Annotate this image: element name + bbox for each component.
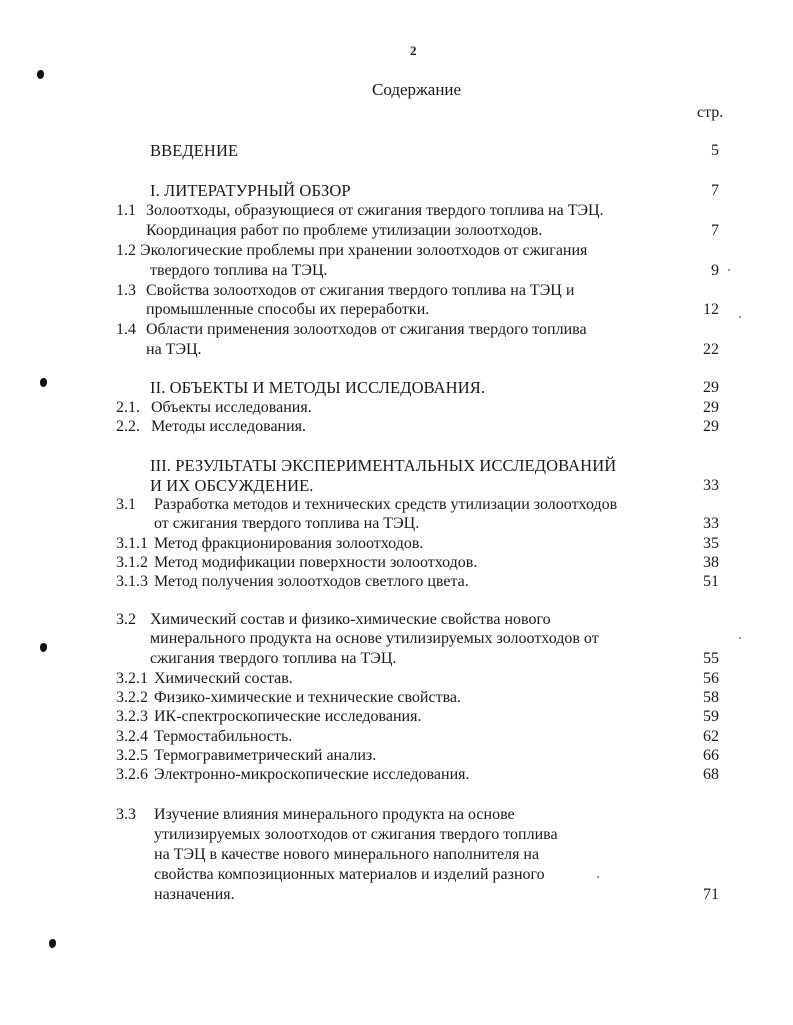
toc-entry-page: 51 — [703, 573, 719, 590]
toc-entry-text: Изучение влияния минерального продукта на основе — [154, 806, 515, 823]
toc-entry-number: 1.1 — [116, 202, 136, 219]
toc-entry-page: 56 — [703, 670, 719, 687]
toc-entry-continuation — [0, 885, 793, 905]
toc-entry-number: 3.2.2 — [116, 689, 148, 706]
toc-entry-text: сжигания твердого топлива на ТЭЦ. — [150, 650, 397, 667]
toc-entry — [0, 765, 793, 785]
toc-entry-continuation — [0, 261, 793, 281]
toc-entry-text: Золоотходы, образующиеся от сжигания твердого топлива на ТЭЦ. — [146, 202, 604, 219]
toc-section-heading — [0, 456, 793, 476]
toc-entry-page: 38 — [703, 554, 719, 571]
toc-section-heading-continuation — [0, 476, 793, 496]
toc-entry-text: И ИХ ОБСУЖДЕНИЕ. — [150, 476, 314, 495]
toc-entry-text: на ТЭЦ в качестве нового минерального наполнителя на — [154, 846, 540, 863]
toc-entry-continuation — [0, 845, 793, 865]
toc-entry — [0, 241, 793, 261]
toc-entry-text: назначения. — [154, 886, 235, 903]
toc-entry-page: 59 — [703, 708, 719, 725]
toc-section-heading — [0, 181, 793, 201]
toc-entry-text: Физико-химические и технические свойства. — [154, 689, 462, 706]
toc-entry-text: на ТЭЦ. — [146, 341, 202, 358]
toc-entry-continuation — [0, 649, 793, 669]
toc-entry-text: Электронно-микроскопические исследования. — [154, 766, 470, 783]
toc-section-heading — [0, 378, 793, 398]
toc-entry-introduction — [0, 141, 793, 161]
toc-entry-text: 1.2 Экологические проблемы при хранении золоотходов от сжигания — [116, 242, 588, 259]
toc-entry-text: Метод фракционирования золоотходов. — [154, 535, 424, 552]
toc-entry-number: 1.3 — [116, 282, 136, 299]
toc-entry-text: II. ОБЪЕКТЫ И МЕТОДЫ ИССЛЕДОВАНИЯ. — [150, 378, 486, 397]
toc-entry-page: 33 — [703, 477, 719, 494]
scan-speck — [728, 269, 730, 271]
toc-entry-text: твердого топлива на ТЭЦ. — [150, 262, 328, 279]
toc-entry-text: Области применения золоотходов от сжигания твердого топлива — [146, 321, 587, 338]
binder-hole-mark — [37, 70, 44, 79]
toc-entry-text: Координация работ по проблеме утилизации золоотходов. — [146, 222, 543, 239]
toc-entry-continuation — [0, 825, 793, 845]
toc-entry-text: Химический состав и физико-химические свойства нового — [150, 611, 551, 628]
toc-entry-number: 3.2 — [116, 611, 136, 628]
scan-speck — [597, 876, 599, 878]
toc-entry-text: I. ЛИТЕРАТУРНЫЙ ОБЗОР — [150, 181, 351, 200]
toc-entry — [0, 610, 793, 630]
toc-entry-number: 3.2.1 — [116, 670, 148, 687]
toc-entry-page: 7 — [711, 182, 719, 199]
toc-entry — [0, 727, 793, 747]
toc-entry-text: Термостабильность. — [154, 728, 293, 745]
toc-entry-text: Термогравиметрический анализ. — [154, 747, 377, 764]
toc-entry-number: 3.1.1 — [116, 535, 148, 552]
toc-entry-page: 68 — [703, 766, 719, 783]
toc-entry — [0, 398, 793, 418]
toc-entry-number: 2.1. — [116, 399, 140, 416]
toc-entry-text: промышленные способы их переработки. — [146, 301, 430, 318]
toc-entry-page: 66 — [703, 747, 719, 764]
toc-entry-number: 3.2.3 — [116, 708, 148, 725]
toc-entry-text: Объекты исследования. — [151, 399, 312, 416]
toc-entry-page: 71 — [703, 886, 719, 903]
toc-entry-text: Метод получения золоотходов светлого цвета. — [154, 573, 469, 590]
toc-entry-text: от сжигания твердого топлива на ТЭЦ. — [154, 515, 420, 532]
toc-entry-page: 29 — [703, 418, 719, 435]
toc-entry-page: 5 — [711, 142, 719, 159]
toc-entry-text: Химический состав. — [154, 670, 293, 687]
toc-entry — [0, 688, 793, 708]
toc-entry-text: ИК-спектроскопические исследования. — [154, 708, 422, 725]
toc-entry-number: 3.2.5 — [116, 747, 148, 764]
toc-entry-page: 7 — [711, 222, 719, 239]
toc-entry-continuation — [0, 340, 793, 360]
toc-entry-number: 3.3 — [116, 806, 136, 823]
toc-entry-page: 29 — [703, 379, 719, 396]
toc-entry-number: 3.2.4 — [116, 728, 148, 745]
toc-entry-text: утилизируемых золоотходов от сжигания твердого топлива — [154, 826, 558, 843]
toc-entry-page: 58 — [703, 689, 719, 706]
toc-entry-text: ВВЕДЕНИЕ — [150, 141, 239, 160]
toc-entry — [0, 553, 793, 573]
toc-entry-continuation — [0, 629, 793, 649]
toc-entry — [0, 746, 793, 766]
toc-entry — [0, 669, 793, 689]
toc-entry-number: 3.2.6 — [116, 766, 148, 783]
toc-entry-text: Разработка методов и технических средств утилизации золоотходов — [154, 496, 618, 513]
toc-entry-continuation — [0, 221, 793, 241]
toc-entry — [0, 495, 793, 515]
toc-entry-text: Методы исследования. — [151, 418, 307, 435]
toc-entry-number: 1.4 — [116, 321, 136, 338]
toc-entry-text: свойства композиционных материалов и изделий разного — [154, 866, 545, 883]
toc-entry-continuation — [0, 300, 793, 320]
toc-entry — [0, 805, 793, 825]
toc-entry-page: 29 — [703, 399, 719, 416]
page-title: Содержание — [372, 80, 462, 99]
toc-entry — [0, 707, 793, 727]
toc-entry-number: 2.2. — [116, 418, 140, 435]
toc-entry-continuation — [0, 865, 793, 885]
toc-entry-page: 62 — [703, 728, 719, 745]
toc-entry-text: Метод модификации поверхности золоотходов. — [154, 554, 478, 571]
toc-entry-page: 9 — [711, 262, 719, 279]
toc-entry-text: Свойства золоотходов от сжигания твердого топлива на ТЭЦ и — [146, 282, 575, 299]
toc-entry-page: 55 — [703, 650, 719, 667]
toc-entry-number: 3.1 — [116, 496, 136, 513]
scan-speck — [739, 316, 741, 318]
toc-entry — [0, 201, 793, 221]
toc-entry-page: 22 — [703, 341, 719, 358]
toc-entry-continuation — [0, 514, 793, 534]
page-column-header: стр. — [697, 104, 724, 121]
toc-entry-text: минерального продукта на основе утилизируемых золоотходов от — [150, 630, 599, 647]
scan-speck — [739, 637, 741, 639]
toc-entry — [0, 572, 793, 592]
toc-entry — [0, 534, 793, 554]
binder-hole-mark — [49, 939, 56, 948]
toc-entry-number: 3.1.3 — [116, 573, 148, 590]
toc-entry — [0, 281, 793, 301]
toc-entry-text: III. РЕЗУЛЬТАТЫ ЭКСПЕРИМЕНТАЛЬНЫХ ИССЛЕДОВАНИЙ — [150, 456, 617, 475]
toc-entry — [0, 417, 793, 437]
toc-entry — [0, 320, 793, 340]
toc-entry-page: 35 — [703, 535, 719, 552]
page-number: 2 — [410, 43, 417, 58]
toc-entry-number: 3.1.2 — [116, 554, 148, 571]
toc-entry-page: 33 — [703, 515, 719, 532]
toc-entry-page: 12 — [703, 301, 719, 318]
